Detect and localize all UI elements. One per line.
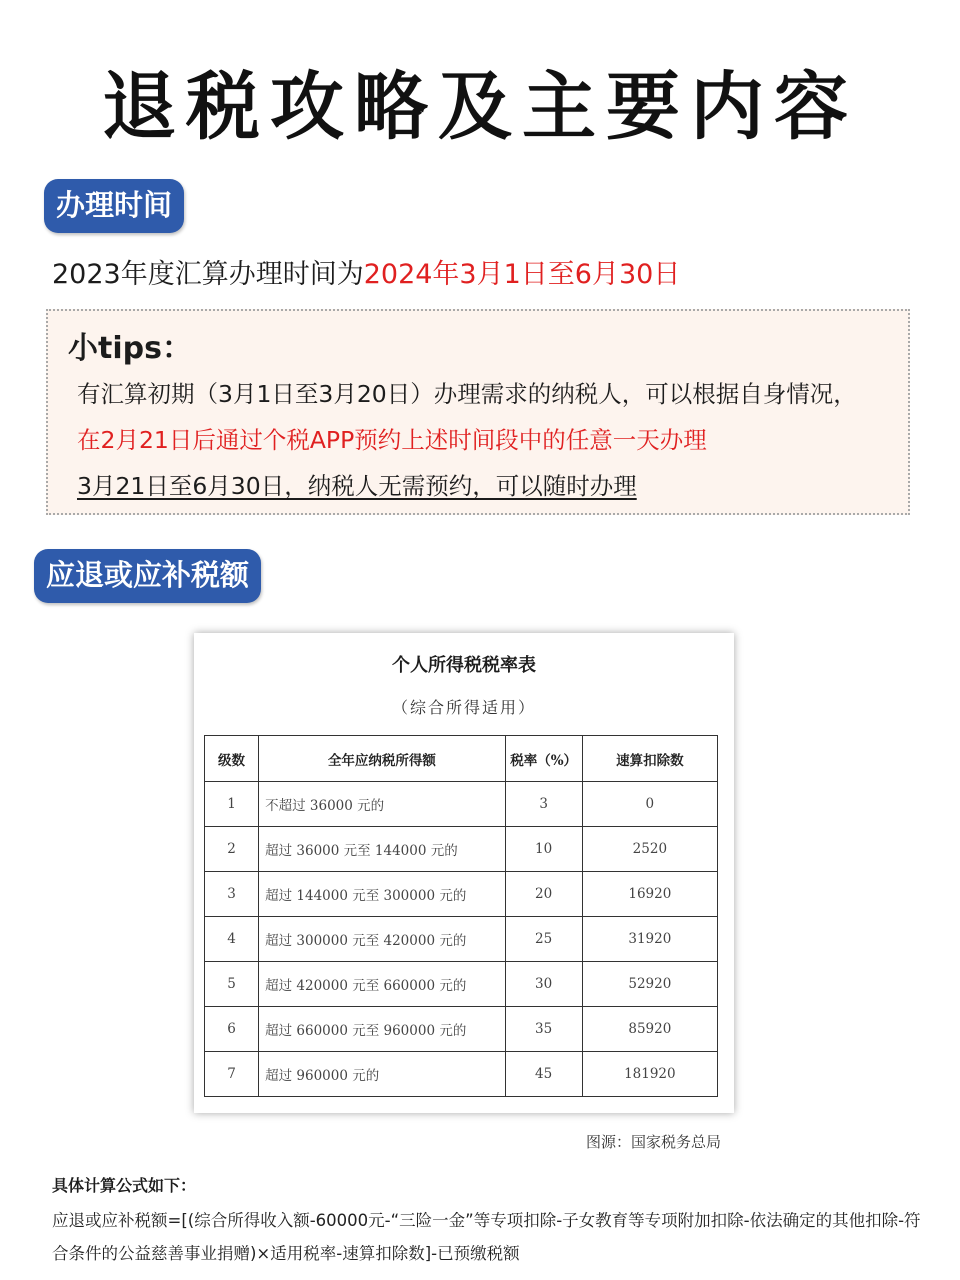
cell-deduction: 2520 [582,827,717,872]
cell-level: 1 [205,782,259,827]
cell-income: 不超过 36000 元的 [259,782,505,827]
cell-rate: 3 [505,782,582,827]
image-source-caption: 图源：国家税务总局 [586,1133,722,1151]
cell-level: 7 [205,1052,259,1097]
tips-line-1: 有汇算初期（3月1日至3月20日）办理需求的纳税人，可以根据自身情况， [77,380,857,408]
table-row [205,917,718,962]
tax-rate-table [204,735,718,1097]
cell-rate: 30 [505,962,582,1007]
cell-level: 3 [205,872,259,917]
header-level: 级数 [205,736,259,782]
table-title: 个人所得税税率表 [392,655,536,676]
table-row [205,1007,718,1052]
cell-rate: 10 [505,827,582,872]
tax-rate-table-card [194,633,734,1113]
tips-line-3: 3月21日至6月30日，纳税人无需预约，可以随时办理 [77,472,637,500]
table-row [205,782,718,827]
formula-heading: 具体计算公式如下： [52,1176,197,1195]
table-row [205,962,718,1007]
table-header-row [205,736,718,782]
filing-period-line [52,252,680,291]
tips-box [46,309,910,515]
table-row [205,1052,718,1097]
cell-rate: 25 [505,917,582,962]
cell-rate: 45 [505,1052,582,1097]
table-row [205,827,718,872]
table-row [205,872,718,917]
cell-level: 4 [205,917,259,962]
cell-level: 2 [205,827,259,872]
cell-income: 超过 960000 元的 [259,1052,505,1097]
header-income: 全年应纳税所得额 [259,736,505,782]
cell-income: 超过 420000 元至 660000 元的 [259,962,505,1007]
cell-income: 超过 660000 元至 960000 元的 [259,1007,505,1052]
cell-rate: 20 [505,872,582,917]
cell-deduction: 0 [582,782,717,827]
formula-text: 应退或应补税额=[(综合所得收入额-60000元-“三险一金”等专项扣除-子女教育等专项附加扣除-依法确定的其他扣除-符合条件的公益慈善事业捐赠)×适用税率-速算扣除数]-已预缴税额 [52,1211,921,1263]
page-title: 退税攻略及主要内容 [102,64,858,150]
cell-deduction: 52920 [582,962,717,1007]
cell-rate: 35 [505,1007,582,1052]
cell-deduction: 31920 [582,917,717,962]
cell-income: 超过 144000 元至 300000 元的 [259,872,505,917]
cell-deduction: 181920 [582,1052,717,1097]
header-deduction: 速算扣除数 [582,736,717,782]
cell-deduction: 16920 [582,872,717,917]
cell-level: 5 [205,962,259,1007]
section-badge-refund: 应退或应补税额 [34,549,261,603]
cell-income: 超过 300000 元至 420000 元的 [259,917,505,962]
cell-income: 超过 36000 元至 144000 元的 [259,827,505,872]
cell-level: 6 [205,1007,259,1052]
tips-line-2: 在2月21日后通过个税APP预约上述时间段中的任意一天办理 [77,426,707,454]
tips-title: 小tips： [68,331,192,366]
cell-deduction: 85920 [582,1007,717,1052]
table-subtitle: （综合所得适用） [391,698,536,717]
filing-period-prefix: 2023年度汇算办理时间为 [52,259,364,290]
header-rate: 税率（%） [505,736,582,782]
section-badge-time: 办理时间 [44,179,184,233]
filing-period-dates: 2024年3月1日至6月30日 [363,259,681,290]
